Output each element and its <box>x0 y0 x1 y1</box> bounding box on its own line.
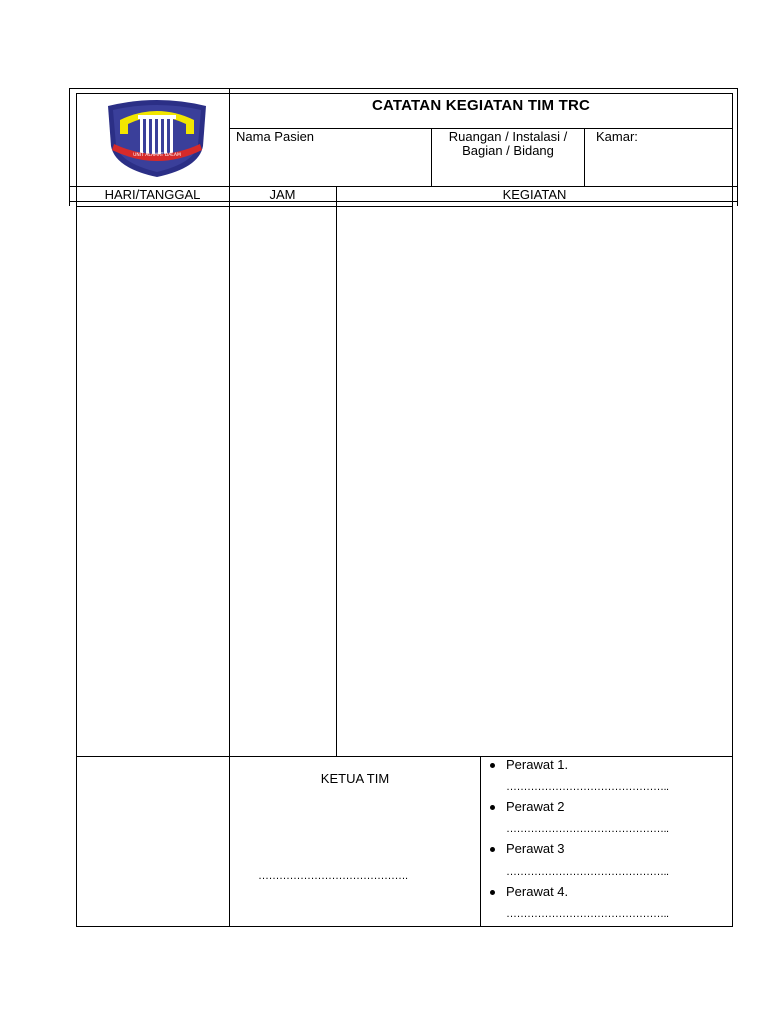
room-label-line2: Bagian / Bidang <box>462 143 554 158</box>
room-label-line1: Ruangan / Instalasi / <box>448 129 568 144</box>
nurse-1-label: Perawat 1. <box>506 757 569 772</box>
nurse-3-label: Perawat 3 <box>506 841 565 856</box>
bullet-icon <box>490 805 495 810</box>
bullet-icon <box>490 890 495 895</box>
date-entry-cell[interactable] <box>77 207 229 756</box>
nurse-1-signature-line[interactable]: ……………………………………….. <box>506 781 669 793</box>
bullet-icon <box>490 847 495 852</box>
time-entry-cell[interactable] <box>230 207 336 756</box>
nurse-3-signature-line[interactable]: ……………………………………….. <box>506 866 669 878</box>
activity-entry-cell[interactable] <box>337 207 732 756</box>
column-header-date: HARI/TANGGAL <box>104 187 201 202</box>
nurse-4-label: Perawat 4. <box>506 884 569 899</box>
hospital-logo <box>104 98 210 178</box>
team-leader-label: KETUA TIM <box>320 771 390 786</box>
patient-name-label: Nama Pasien <box>236 129 315 144</box>
bullet-icon <box>490 763 495 768</box>
logo-building-icon <box>138 115 176 119</box>
nurse-4-signature-line[interactable]: ……………………………………….. <box>506 908 669 920</box>
document-title: CATATAN KEGIATAN TIM TRC <box>371 97 591 114</box>
room-number-label: Kamar: <box>596 129 638 144</box>
nurse-2-label: Perawat 2 <box>506 799 565 814</box>
team-leader-signature-line[interactable]: ……………………………………. <box>258 870 408 882</box>
column-header-time: JAM <box>269 187 296 202</box>
column-header-activity: KEGIATAN <box>502 187 567 202</box>
logo-ribbon-text: UNIT ALAMAT DALAM <box>133 153 181 158</box>
nurse-2-signature-line[interactable]: ……………………………………….. <box>506 823 669 835</box>
